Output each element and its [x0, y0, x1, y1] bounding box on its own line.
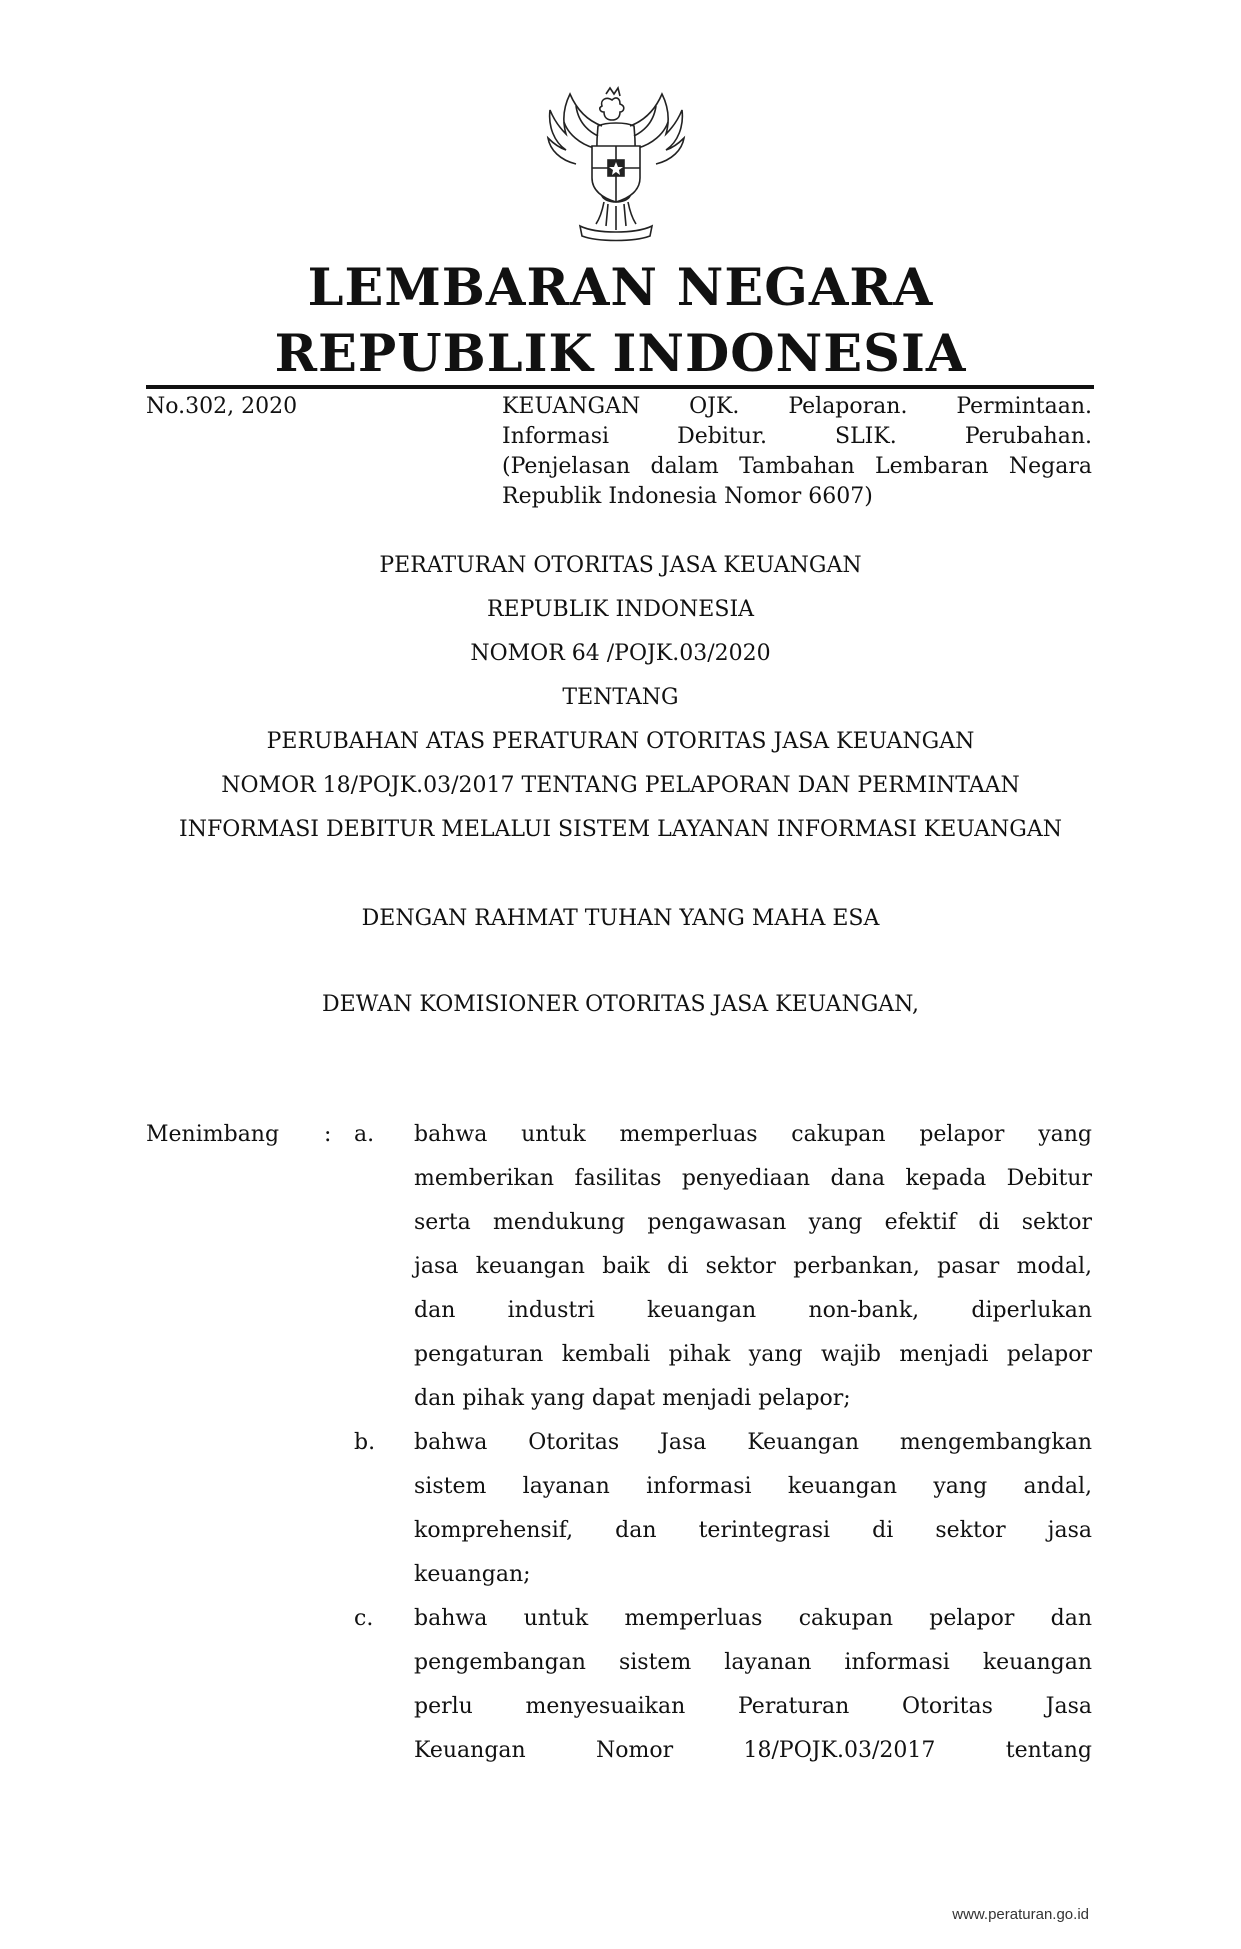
paragraph-line: serta mendukung pengawasan yang efektif di sektor [414, 1210, 1092, 1235]
regulation-title-line-1: PERATURAN OTORITAS JASA KEUANGAN [379, 553, 862, 578]
masthead-line-1: LEMBARAN NEGARA [307, 258, 934, 318]
garuda-emblem-icon [536, 86, 696, 246]
footer-url[interactable]: www.peraturan.go.id [952, 1906, 1089, 1923]
considering-item-marker: c. [354, 1606, 374, 1631]
paragraph-line: komprehensif, dan terintegrasi di sektor jasa [414, 1518, 1092, 1543]
paragraph-line: jasa keuangan baik di sektor perbankan, pasar modal, [414, 1254, 1092, 1279]
gazette-description-line: KEUANGAN OJK. Pelaporan. Permintaan. [502, 394, 1092, 419]
gazette-description [502, 392, 1092, 512]
regulation-title-line-2: REPUBLIK INDONESIA [486, 597, 755, 622]
considering-item-marker: b. [354, 1430, 376, 1455]
paragraph-line: bahwa untuk memperluas cakupan pelapor yang [414, 1122, 1092, 1147]
paragraph-line: dan pihak yang dapat menjadi pelapor; [414, 1386, 851, 1411]
considering-item-a [414, 1120, 1092, 1428]
paragraph-line: pengembangan sistem layanan informasi keuangan [414, 1650, 1092, 1675]
gazette-description-line: (Penjelasan dalam Tambahan Lembaran Negara [502, 454, 1092, 479]
paragraph-line: keuangan; [414, 1562, 531, 1587]
considering-label: Menimbang [146, 1122, 280, 1147]
gazette-description-line: Informasi Debitur. SLIK. Perubahan. [502, 424, 1092, 449]
invocation: DENGAN RAHMAT TUHAN YANG MAHA ESA [361, 906, 880, 931]
paragraph-line: perlu menyesuaikan Peraturan Otoritas Jasa [414, 1694, 1092, 1719]
regulation-number: NOMOR 64 /POJK.03/2020 [470, 641, 771, 666]
gazette-description-line: Republik Indonesia Nomor 6607) [502, 484, 873, 509]
masthead-line-2: REPUBLIK INDONESIA [274, 324, 967, 384]
masthead-divider [146, 385, 1094, 389]
gazette-number: No.302, 2020 [146, 394, 298, 419]
regulation-subject-line-3: INFORMASI DEBITUR MELALUI SISTEM LAYANAN INFORMASI KEUANGAN [179, 817, 1062, 842]
paragraph-line: dan industri keuangan non-bank, diperlukan [414, 1298, 1092, 1323]
paragraph-line: Keuangan Nomor 18/POJK.03/2017 tentang [414, 1738, 1092, 1763]
paragraph-line: bahwa Otoritas Jasa Keuangan mengembangkan [414, 1430, 1092, 1455]
regulation-subject-line-1: PERUBAHAN ATAS PERATURAN OTORITAS JASA KEUANGAN [266, 729, 975, 754]
paragraph-line: memberikan fasilitas penyediaan dana kepada Debitur [414, 1166, 1092, 1191]
considering-colon: : [324, 1122, 332, 1147]
paragraph-line: sistem layanan informasi keuangan yang andal, [414, 1474, 1092, 1499]
considering-item-c [414, 1604, 1092, 1780]
paragraph-line: pengaturan kembali pihak yang wajib menjadi pelapor [414, 1342, 1092, 1367]
paragraph-line: bahwa untuk memperluas cakupan pelapor dan [414, 1606, 1092, 1631]
considering-item-b [414, 1428, 1092, 1604]
issuing-body: DEWAN KOMISIONER OTORITAS JASA KEUANGAN, [322, 992, 919, 1017]
regulation-subject-line-2: NOMOR 18/POJK.03/2017 TENTANG PELAPORAN DAN PERMINTAAN [221, 773, 1020, 798]
regulation-about-label: TENTANG [562, 685, 679, 710]
considering-item-marker: a. [354, 1122, 375, 1147]
